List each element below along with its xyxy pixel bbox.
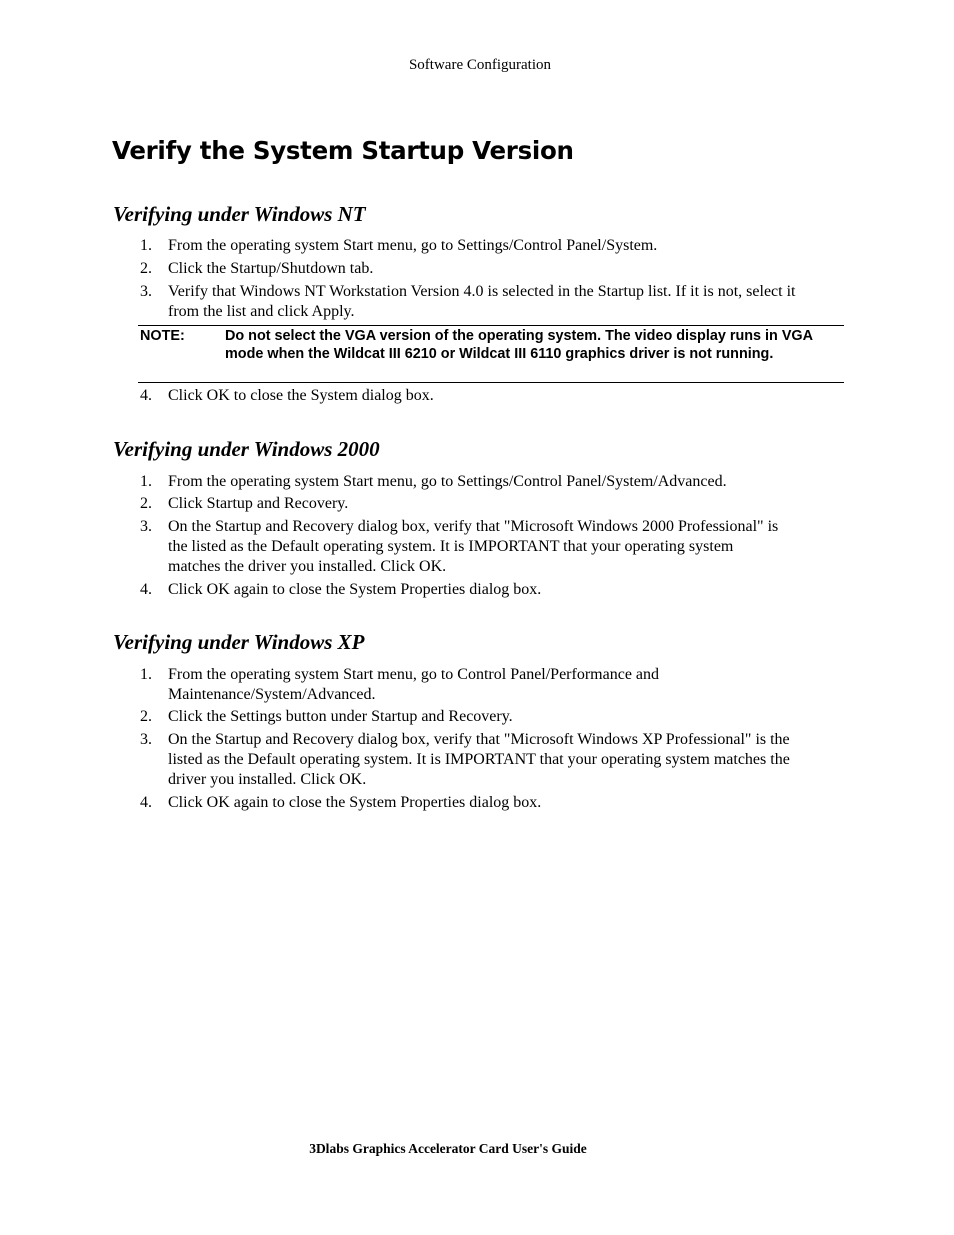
step-text: From the operating system Start menu, go to Settings/Control Panel/System/Advanced. bbox=[168, 473, 727, 490]
step-text: Click OK again to close the System Properties dialog box. bbox=[168, 794, 542, 811]
step-text: On the Startup and Recovery dialog box, verify that "Microsoft Windows 2000 Professional" is the listed as the Default operating system. It is IMPORTANT that your operating system matches the driver you installed. Click OK. bbox=[168, 518, 779, 575]
step-text: Click OK again to close the System Properties dialog box. bbox=[168, 581, 542, 598]
step-number: 3. bbox=[140, 518, 152, 535]
note-text: Do not select the VGA version of the operating system. The video display runs in VGA mode when the Wildcat III 6210 or Wildcat III 6110 graphics driver is not running. bbox=[225, 328, 813, 362]
section-heading: Verifying under Windows NT bbox=[113, 202, 366, 226]
step-text: From the operating system Start menu, go to Settings/Control Panel/System. bbox=[168, 237, 658, 254]
step-text: On the Startup and Recovery dialog box, verify that "Microsoft Windows XP Professional" is the listed as the Default operating system. It is IMPORTANT that your operating system matches the driver you installed. Click OK. bbox=[168, 731, 790, 788]
step-number: 3. bbox=[140, 283, 152, 300]
step-number: 3. bbox=[140, 731, 152, 748]
page-footer: 3Dlabs Graphics Accelerator Card User's Guide bbox=[309, 1141, 587, 1156]
page-title: Verify the System Startup Version bbox=[112, 136, 574, 165]
step-number: 4. bbox=[140, 794, 152, 811]
step-number: 4. bbox=[140, 387, 152, 404]
step-text: Click Startup and Recovery. bbox=[168, 495, 349, 512]
step-number: 2. bbox=[140, 708, 152, 725]
running-header: Software Configuration bbox=[408, 57, 552, 73]
section-heading: Verifying under Windows XP bbox=[113, 630, 365, 654]
step-text: From the operating system Start menu, go to Control Panel/Performance and Maintenance/System/Advanced. bbox=[168, 666, 660, 703]
note-box bbox=[138, 325, 844, 383]
section-heading: Verifying under Windows 2000 bbox=[113, 437, 380, 461]
step-number: 4. bbox=[140, 581, 152, 598]
step-text: Verify that Windows NT Workstation Version 4.0 is selected in the Startup list. If it is not, select it from the list and click Apply. bbox=[168, 283, 796, 320]
note-label: NOTE: bbox=[140, 328, 185, 344]
step-text: Click OK to close the System dialog box. bbox=[168, 387, 434, 404]
step-text: Click the Startup/Shutdown tab. bbox=[168, 260, 374, 277]
step-number: 1. bbox=[140, 473, 152, 490]
step-number: 1. bbox=[140, 237, 152, 254]
step-text: Click the Settings button under Startup and Recovery. bbox=[168, 708, 513, 725]
step-number: 2. bbox=[140, 495, 152, 512]
step-number: 1. bbox=[140, 666, 152, 683]
step-number: 2. bbox=[140, 260, 152, 277]
